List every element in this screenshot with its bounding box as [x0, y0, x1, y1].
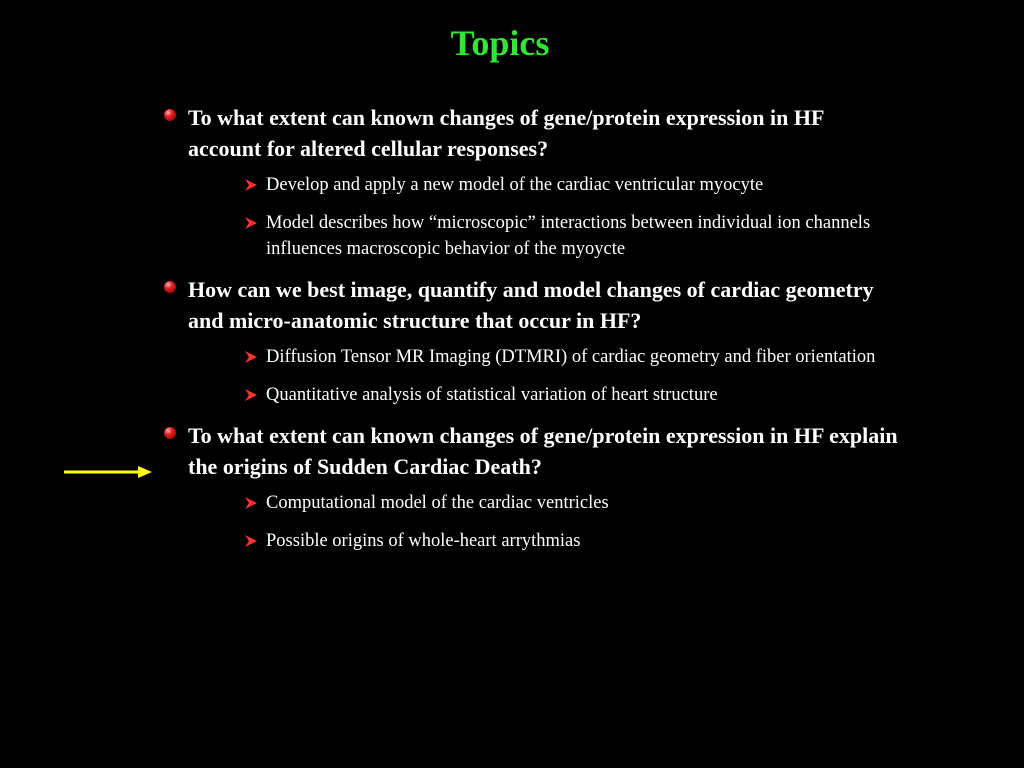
subpoint-item: [188, 172, 900, 198]
subpoint-item: [188, 344, 900, 370]
topic-text: How can we best image, quantify and model changes of cardiac geometry and micro-anatomic structure that occur in HF?: [188, 277, 874, 333]
topic-list: [160, 102, 900, 566]
red-bullet-icon: [164, 427, 176, 439]
topic-item: [160, 274, 900, 408]
page-title: Topics: [450, 23, 550, 63]
subpoint-item: [188, 490, 900, 516]
arrowhead-bullet-icon: [242, 348, 260, 366]
topic-text: To what extent can known changes of gene/protein expression in HF account for altered cellular responses?: [188, 105, 824, 161]
topic-item: [160, 420, 900, 554]
red-bullet-icon: [164, 109, 176, 121]
arrowhead-bullet-icon: [242, 494, 260, 512]
red-bullet-icon: [164, 281, 176, 293]
arrowhead-bullet-icon: [242, 176, 260, 194]
subpoint-text: Model describes how “microscopic” interactions between individual ion channels influences macroscopic behavior of the myoycte: [266, 213, 871, 259]
subpoint-text: Computational model of the cardiac ventricles: [266, 493, 609, 513]
subpoint-text: Develop and apply a new model of the cardiac ventricular myocyte: [266, 175, 764, 195]
subpoint-item: [188, 210, 900, 262]
arrowhead-bullet-icon: [242, 386, 260, 404]
arrowhead-bullet-icon: [242, 214, 260, 232]
pointer-arrow-icon: [64, 463, 154, 481]
subpoint-text: Possible origins of whole-heart arrythmias: [266, 531, 581, 551]
subpoint-text: Quantitative analysis of statistical variation of heart structure: [266, 385, 718, 405]
topic-text: To what extent can known changes of gene/protein expression in HF explain the origins of Sudden Cardiac Death?: [188, 423, 898, 479]
subpoint-list: [188, 490, 900, 554]
subpoint-list: [188, 344, 900, 408]
topic-item: [160, 102, 900, 262]
subpoint-item: [188, 528, 900, 554]
subpoint-item: [188, 382, 900, 408]
subpoint-list: [188, 172, 900, 262]
arrowhead-bullet-icon: [242, 532, 260, 550]
subpoint-text: Diffusion Tensor MR Imaging (DTMRI) of cardiac geometry and fiber orientation: [266, 347, 876, 367]
